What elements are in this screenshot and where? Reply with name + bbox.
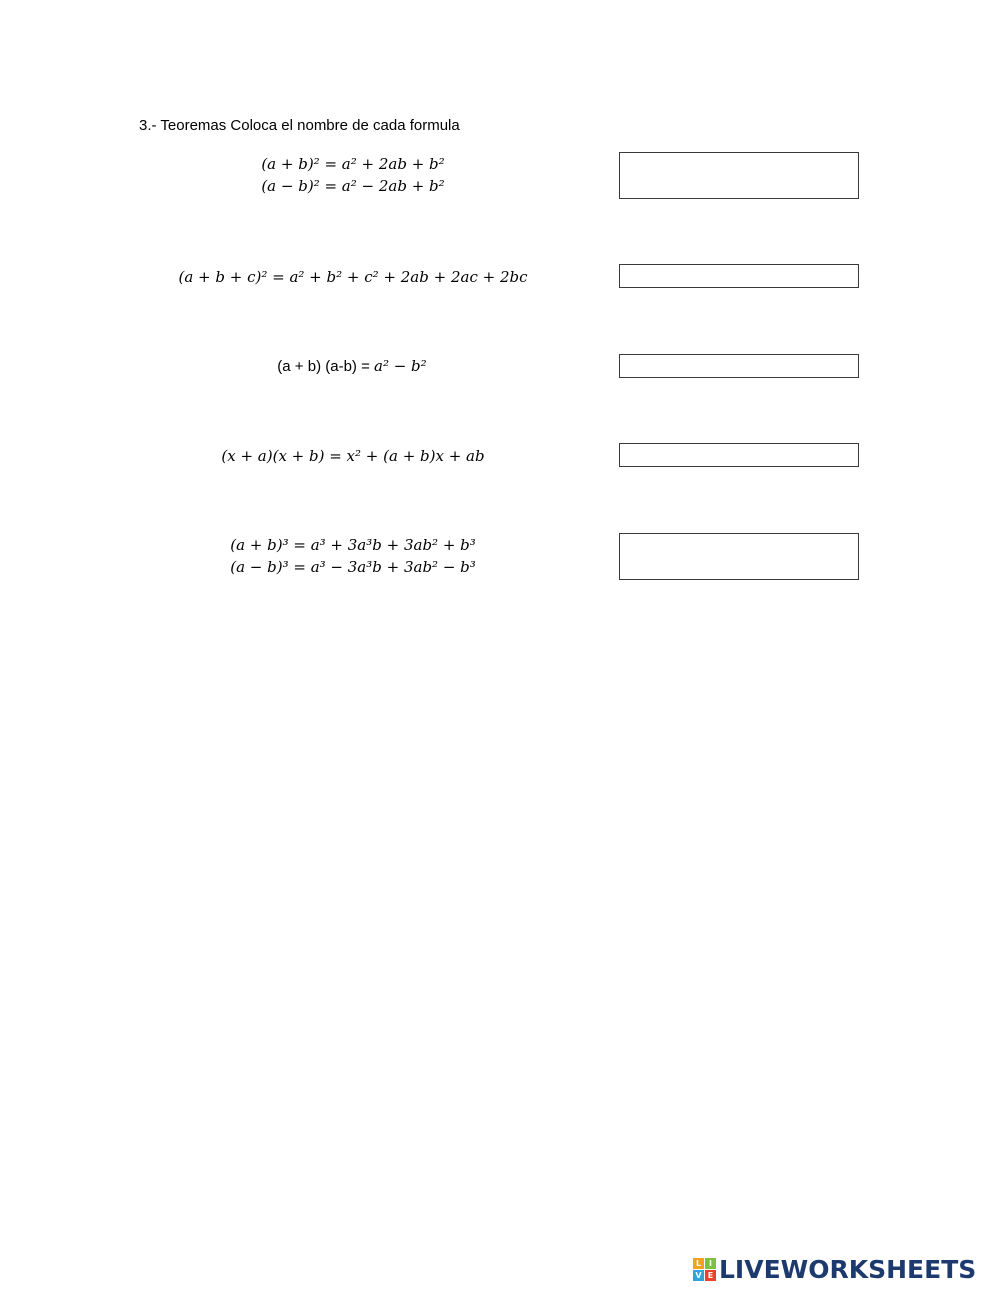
formula-common-term-binomials	[193, 445, 513, 467]
formula-line: (a + b + c)² = a² + b² + c² + 2ab + 2ac + 2bc	[178, 268, 528, 286]
formula-conjugate-binomials	[232, 355, 472, 378]
formula-cube-of-binomial	[178, 534, 528, 578]
answer-field-3[interactable]	[619, 354, 859, 378]
answer-field-5[interactable]	[619, 533, 859, 580]
formula-square-of-trinomial	[153, 266, 553, 288]
worksheet-title: 3.- Teoremas Coloca el nombre de cada formula	[139, 117, 460, 134]
formula-square-of-binomial	[203, 153, 503, 197]
formula-prefix: (a + b) (a-b) =	[277, 358, 374, 375]
logo-mark-icon: L I V E	[693, 1258, 716, 1281]
logo-text: LIVEWORKSHEETS	[719, 1254, 977, 1284]
formula-line: (a + b)² = a² + 2ab + b²	[261, 155, 445, 173]
formula-line: (a − b)² = a² − 2ab + b²	[261, 177, 445, 195]
answer-field-1[interactable]	[619, 152, 859, 199]
answer-field-2[interactable]	[619, 264, 859, 288]
formula-expression: a² − b²	[374, 357, 427, 375]
answer-field-4[interactable]	[619, 443, 859, 467]
liveworksheets-logo	[693, 1256, 976, 1282]
formula-line: (x + a)(x + b) = x² + (a + b)x + ab	[221, 447, 485, 465]
formula-line: (a − b)³ = a³ − 3a³b + 3ab² − b³	[230, 558, 476, 576]
formula-line: (a + b)³ = a³ + 3a³b + 3ab² + b³	[230, 536, 476, 554]
